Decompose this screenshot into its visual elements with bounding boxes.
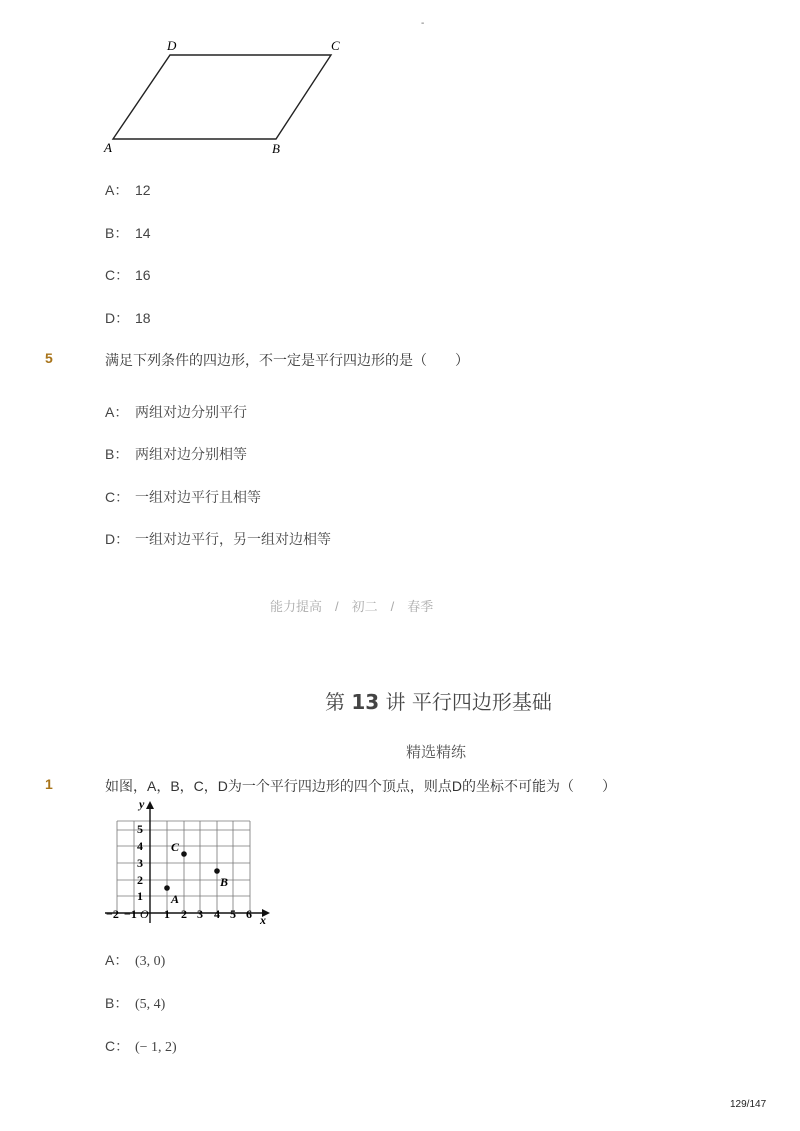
- option-label: B：: [105, 446, 129, 462]
- point-label-b: B: [220, 875, 229, 889]
- x-tick-label: 5: [230, 907, 236, 921]
- parallelogram-figure: [100, 35, 360, 160]
- question-number-1: 1: [45, 776, 53, 792]
- option-value: 两组对边分别相等: [135, 446, 247, 462]
- x-tick-label: 2: [181, 907, 187, 921]
- question-text-1: 如图，A，B，C，D为一个平行四边形的四个顶点，则点D的坐标不可能为（ ）: [105, 778, 617, 794]
- point-a: [164, 885, 170, 891]
- y-axis-label: y: [139, 797, 145, 811]
- parallelogram-shape: [113, 55, 331, 139]
- option-label: A：: [105, 182, 129, 198]
- q1-option-c[interactable]: [105, 1036, 177, 1056]
- option-value: 16: [135, 267, 151, 283]
- option-value: (3, 0): [135, 954, 166, 969]
- q1-option-a[interactable]: [105, 950, 165, 970]
- lecture-suffix: 讲 平行四边形基础: [379, 690, 552, 714]
- x-tick-label: 4: [214, 907, 220, 921]
- point-label-c: C: [171, 840, 180, 854]
- q5-option-b[interactable]: [105, 444, 247, 464]
- option-value: (− 1, 2): [135, 1040, 177, 1055]
- y-tick-label: 3: [137, 856, 143, 870]
- q4-option-a[interactable]: [105, 180, 151, 200]
- option-label: C：: [105, 267, 130, 283]
- option-label: A：: [105, 952, 129, 968]
- lecture-number: 13: [351, 690, 380, 714]
- option-value: 一组对边平行，另一组对边相等: [135, 531, 331, 547]
- option-label: B：: [105, 225, 129, 241]
- lecture-prefix: 第: [325, 690, 352, 714]
- footer-breadcrumb: 能力提高 / 初二 / 春季: [270, 599, 434, 614]
- top-mark: -: [421, 18, 425, 29]
- y-tick-label: 2: [137, 873, 143, 887]
- option-value: 14: [135, 225, 151, 241]
- x-axis-label: x: [260, 913, 266, 927]
- y-axis-arrow: [146, 801, 154, 809]
- option-label: D：: [105, 310, 130, 326]
- question-text-5: 满足下列条件的四边形，不一定是平行四边形的是（ ）: [105, 352, 469, 368]
- question-number-5: 5: [45, 350, 53, 366]
- point-b: [214, 868, 220, 874]
- page-number: 129/147: [730, 1099, 767, 1110]
- y-tick-label: 4: [137, 839, 143, 853]
- q5-option-d[interactable]: [105, 529, 331, 549]
- coordinate-grid-figure: [100, 795, 280, 930]
- vertex-label-b: B: [272, 141, 280, 156]
- option-label: C：: [105, 489, 130, 505]
- option-label: B：: [105, 995, 129, 1011]
- q5-option-a[interactable]: [105, 402, 247, 422]
- q4-option-d[interactable]: [105, 308, 151, 328]
- x-tick-label: 1: [164, 907, 170, 921]
- y-tick-label: 1: [137, 889, 143, 903]
- option-value: 12: [135, 182, 151, 198]
- q4-option-c[interactable]: [105, 265, 151, 285]
- vertex-label-c: C: [331, 38, 340, 53]
- option-label: D：: [105, 531, 130, 547]
- vertex-label-a: A: [104, 140, 112, 155]
- x-tick-label: 6: [246, 907, 252, 921]
- x-tick-label: 3: [197, 907, 203, 921]
- point-label-a: A: [171, 892, 180, 906]
- q1-option-b[interactable]: [105, 993, 165, 1013]
- x-tick-label: −1: [124, 907, 137, 921]
- option-value: 18: [135, 310, 151, 326]
- section-title: 精选精练: [406, 743, 467, 761]
- q4-option-b[interactable]: [105, 223, 151, 243]
- option-label: A：: [105, 404, 129, 420]
- lecture-title: [325, 686, 552, 715]
- option-value: 一组对边平行且相等: [135, 489, 261, 505]
- option-label: C：: [105, 1038, 130, 1054]
- origin-label: O: [140, 907, 149, 921]
- x-tick-label: −2: [106, 907, 119, 921]
- q5-option-c[interactable]: [105, 487, 261, 507]
- option-value: 两组对边分别平行: [135, 404, 247, 420]
- vertex-label-d: D: [167, 38, 177, 53]
- point-c: [181, 851, 187, 857]
- option-value: (5, 4): [135, 997, 166, 1012]
- y-tick-label: 5: [137, 822, 143, 836]
